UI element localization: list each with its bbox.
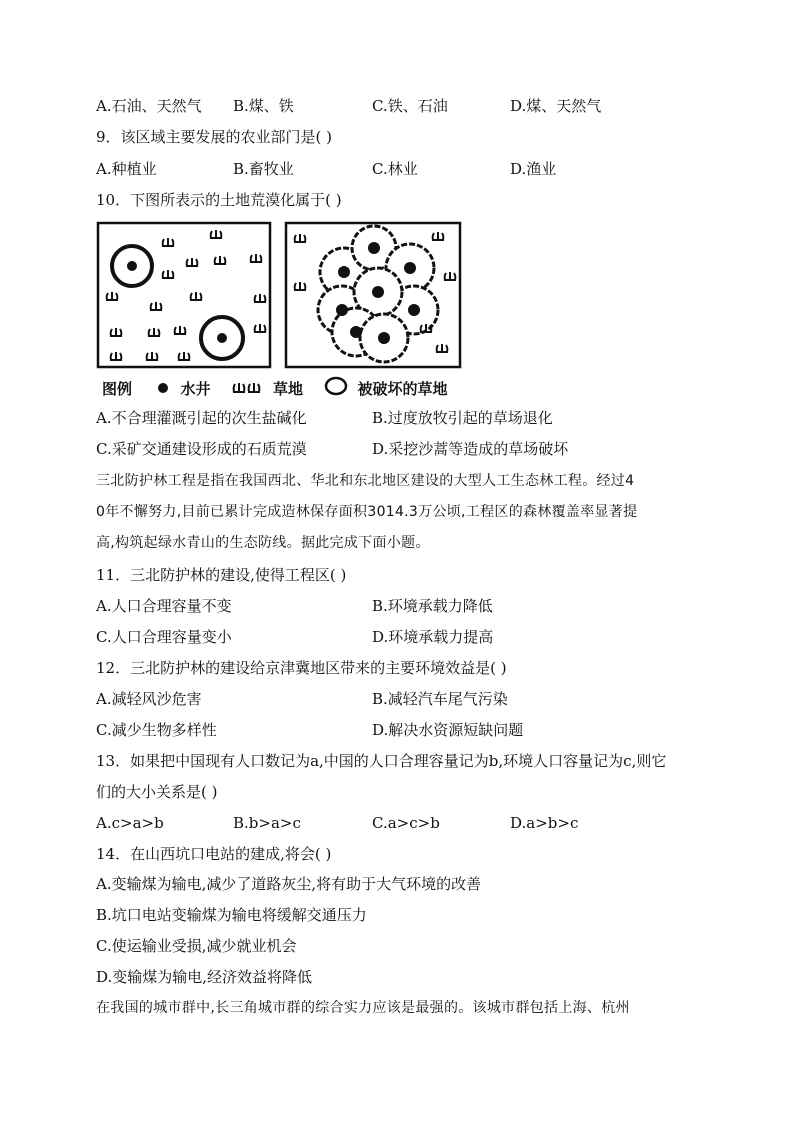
q11-option-d: D.环境承载力提高 bbox=[372, 628, 494, 646]
q14-option-c: C.使运输业受损,减少就业机会 bbox=[96, 937, 297, 955]
legend-damaged-label: 被破坏的草地 bbox=[357, 380, 448, 398]
q12-option-d: D.解决水资源短缺问题 bbox=[372, 721, 524, 739]
q10-option-a: A.不合理灌溉引起的次生盐碱化 bbox=[96, 409, 307, 427]
q14-option-a: A.变输煤为输电,减少了道路灰尘,将有助于大气环境的改善 bbox=[96, 875, 482, 893]
passage1-line-1: 三北防护林工程是指在我国西北、华北和东北地区建设的大型人工生态林工程。经过4 bbox=[96, 473, 635, 489]
q9-option-d: D.渔业 bbox=[510, 160, 557, 178]
q12-option-b: B.减轻汽车尾气污染 bbox=[372, 690, 508, 708]
q10-stem: 10．下图所表示的土地荒漠化属于( ) bbox=[96, 191, 342, 209]
q11-stem: 11．三北防护林的建设,使得工程区( ) bbox=[96, 566, 347, 584]
legend-grass-label: 草地 bbox=[272, 380, 303, 398]
q14-option-b: B.坑口电站变输煤为输电将缓解交通压力 bbox=[96, 906, 367, 924]
q13-stem-line-1: 13．如果把中国现有人口数记为a,中国的人口合理容量记为b,环境人口容量记为c,则它 bbox=[96, 752, 667, 770]
well-icon bbox=[157, 378, 169, 400]
q14-option-d: D.变输煤为输电,经济效益将降低 bbox=[96, 968, 313, 986]
legend-well-label: 水井 bbox=[180, 380, 211, 398]
q13-option-b: B.b>a>c bbox=[233, 814, 301, 832]
figure-panel-right bbox=[286, 223, 460, 367]
q9-option-a: A.种植业 bbox=[96, 160, 157, 178]
passage1-line-2: 0年不懈努力,目前已累计完成造林保存面积3014.3万公顷,工程区的森林覆盖率显著提 bbox=[96, 504, 638, 520]
q8-option-a: A.石油、天然气 bbox=[96, 97, 202, 115]
q9-option-c: C.林业 bbox=[372, 160, 418, 178]
q11-option-c: C.人口合理容量变小 bbox=[96, 628, 232, 646]
q9-stem: 9．该区域主要发展的农业部门是( ) bbox=[96, 128, 333, 146]
q13-stem-line-2: 们的大小关系是( ) bbox=[96, 783, 218, 801]
q12-stem: 12．三北防护林的建设给京津冀地区带来的主要环境效益是( ) bbox=[96, 659, 507, 677]
q10-option-d: D.采挖沙蒿等造成的草场破坏 bbox=[372, 440, 569, 458]
q12-option-c: C.减少生物多样性 bbox=[96, 721, 217, 739]
q8-option-c: C.铁、石油 bbox=[372, 97, 448, 115]
damaged-grass-icon bbox=[324, 376, 348, 402]
q13-option-c: C.a>c>b bbox=[372, 814, 440, 832]
figure-legend bbox=[96, 376, 447, 402]
desertification-figure bbox=[96, 220, 466, 374]
q12-option-a: A.减轻风沙危害 bbox=[96, 690, 202, 708]
legend-title: 图例 bbox=[102, 380, 133, 398]
q13-option-d: D.a>b>c bbox=[510, 814, 579, 832]
q11-option-a: A.人口合理容量不变 bbox=[96, 597, 232, 615]
q8-option-d: D.煤、天然气 bbox=[510, 97, 602, 115]
passage2-line-1: 在我国的城市群中,长三角城市群的综合实力应该是最强的。该城市群包括上海、杭州 bbox=[96, 1000, 630, 1016]
grass-icon bbox=[232, 378, 262, 400]
q13-option-a: A.c>a>b bbox=[96, 814, 164, 832]
q8-option-b: B.煤、铁 bbox=[233, 97, 294, 115]
q10-option-c: C.采矿交通建设形成的石质荒漠 bbox=[96, 440, 307, 458]
q10-option-b: B.过度放牧引起的草场退化 bbox=[372, 409, 553, 427]
q11-option-b: B.环境承载力降低 bbox=[372, 597, 493, 615]
q9-option-b: B.畜牧业 bbox=[233, 160, 294, 178]
q14-stem: 14．在山西坑口电站的建成,将会( ) bbox=[96, 845, 332, 863]
figure-panel-left bbox=[98, 223, 270, 367]
passage1-line-3: 高,构筑起绿水青山的生态防线。据此完成下面小题。 bbox=[96, 535, 430, 551]
